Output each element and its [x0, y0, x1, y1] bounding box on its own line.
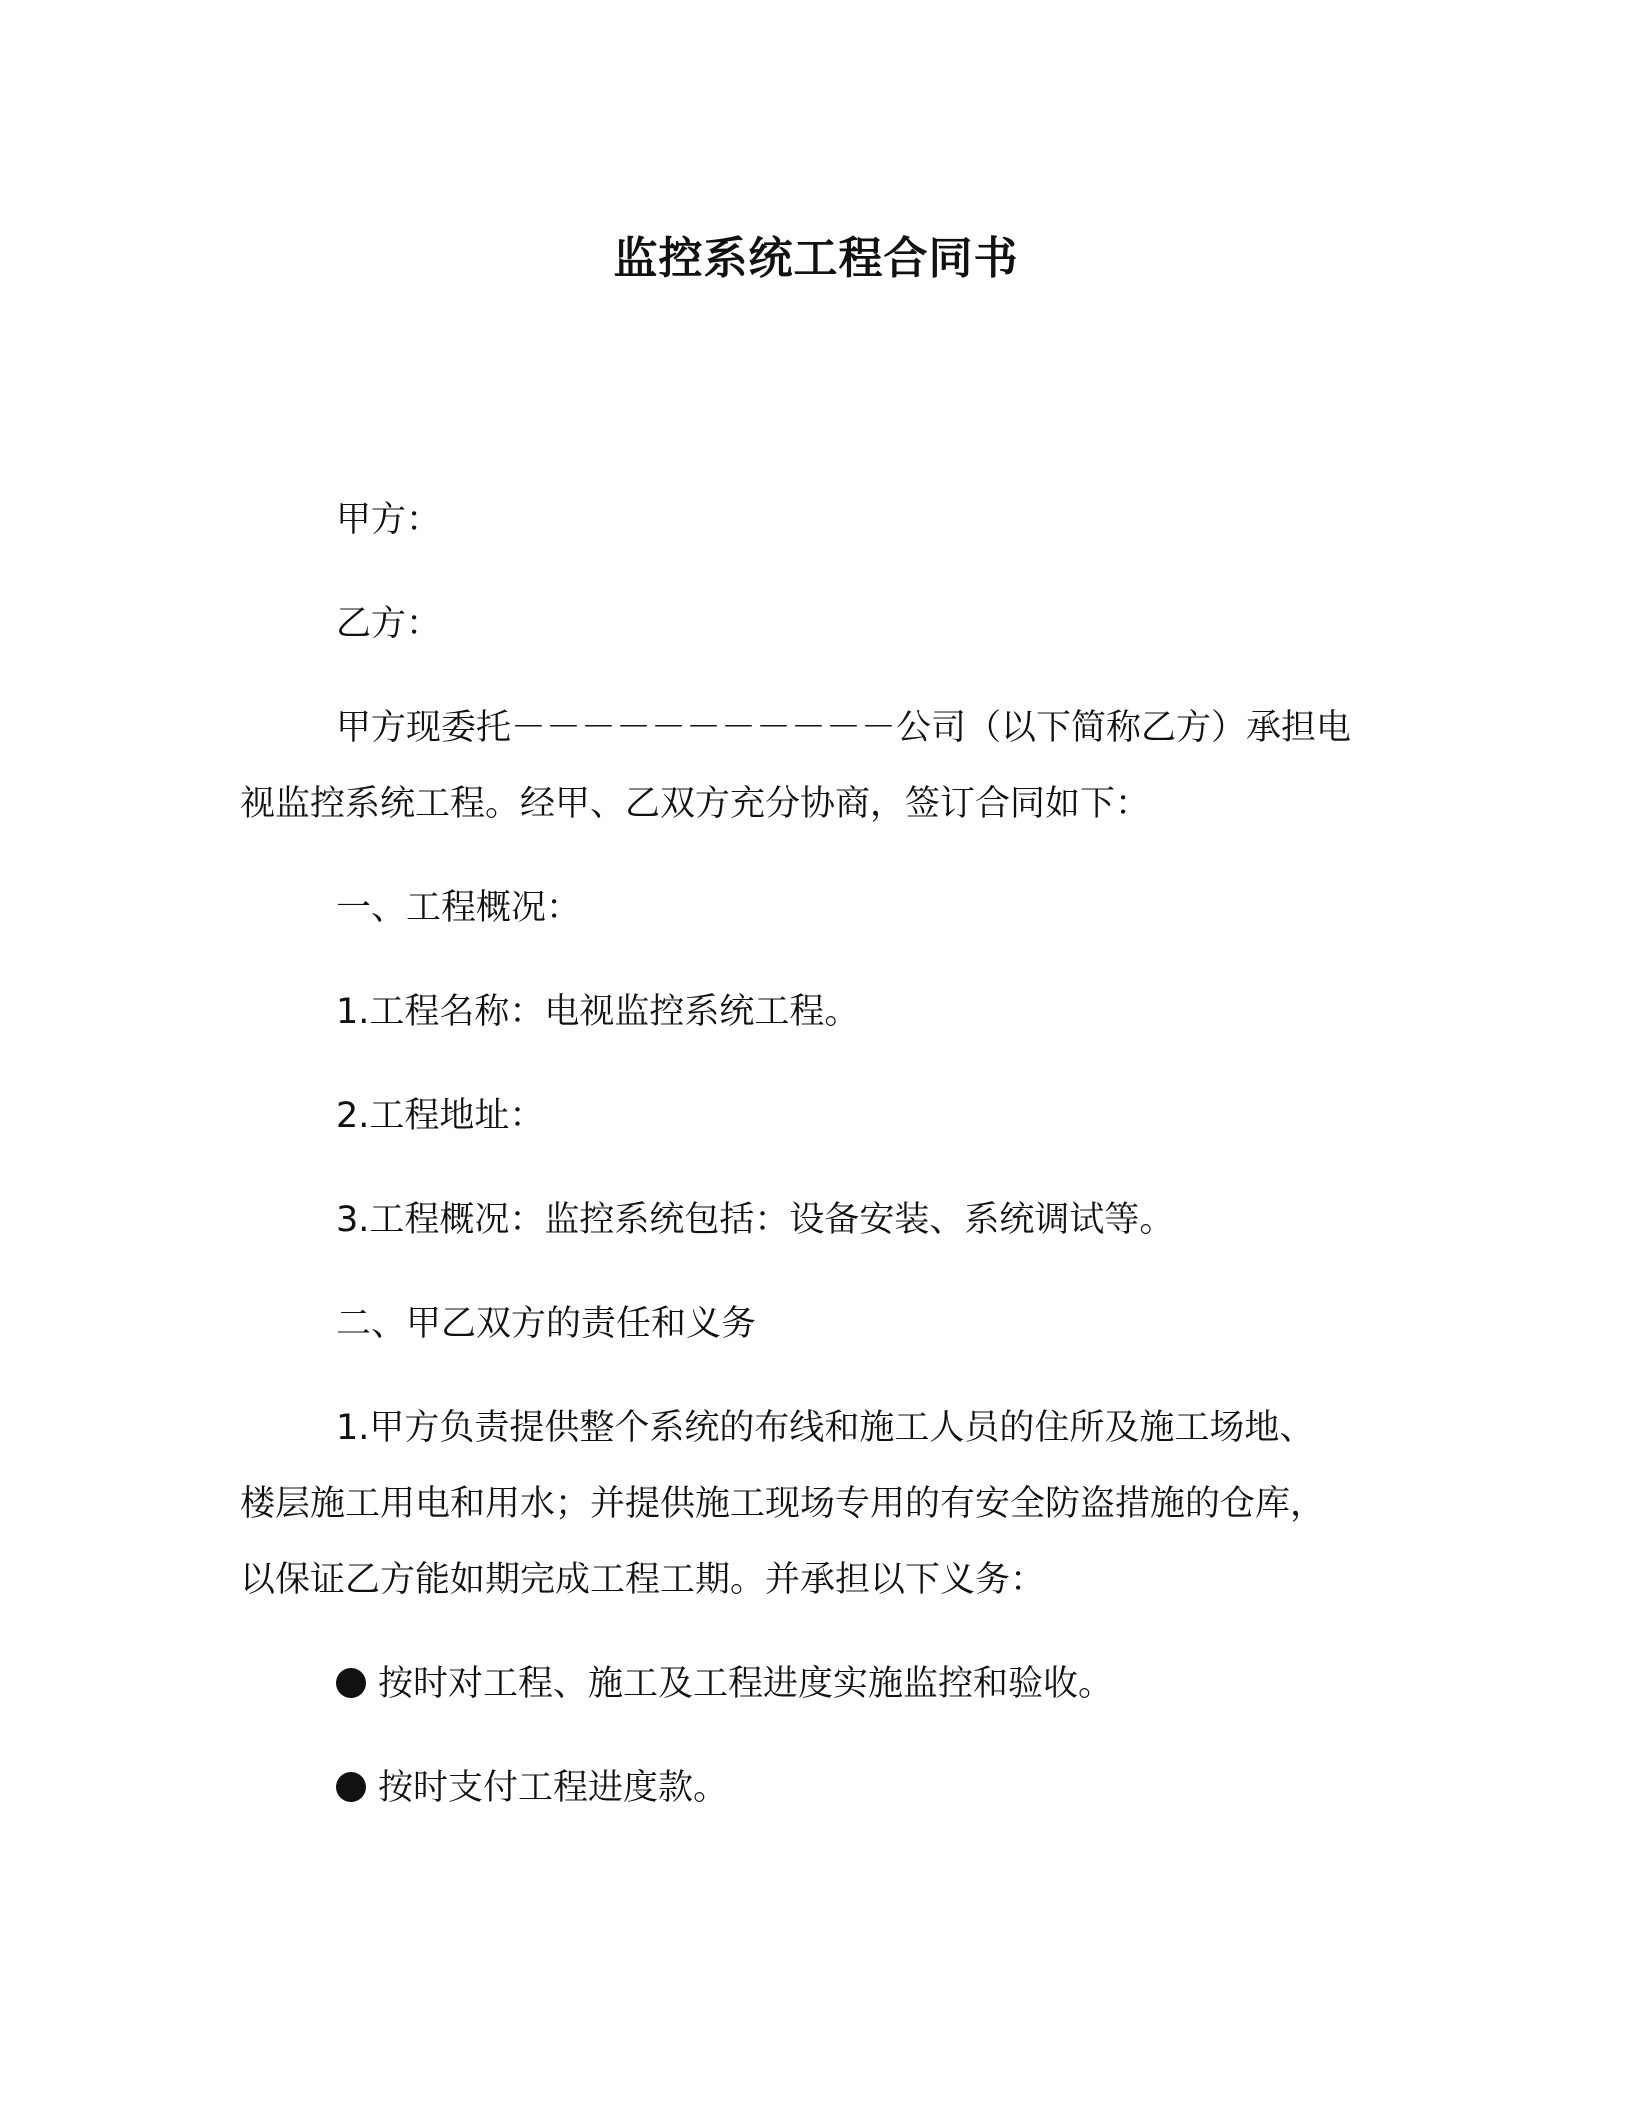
section-2-heading: 二、甲乙双方的责任和义务 [336, 1304, 757, 1344]
party-a-label: 甲方： [336, 500, 442, 540]
bullet-dot-icon [336, 1668, 366, 1698]
duty-paragraph-line-2: 楼层施工用电和用水；并提供施工现场专用的有安全防盗措施的仓库， [240, 1484, 1326, 1524]
bullet-text: 按时对工程、施工及工程进度实施监控和验收。 [378, 1664, 1114, 1704]
duty-paragraph-line-1: 1.甲方负责提供整个系统的布线和施工人员的住所及施工场地、 [336, 1408, 1315, 1448]
section-1-heading: 一、工程概况： [336, 888, 582, 928]
party-b-label: 乙方： [336, 604, 442, 644]
project-address-item: 2.工程地址： [336, 1096, 545, 1136]
duty-paragraph-line-3: 以保证乙方能如期完成工程工期。并承担以下义务： [240, 1560, 1046, 1600]
intro-paragraph-line-2: 视监控系统工程。经甲、乙双方充分协商，签订合同如下： [240, 784, 1151, 824]
bullet-item [336, 1660, 1113, 1708]
bullet-item [336, 1764, 728, 1812]
project-name-item: 1.工程名称：电视监控系统工程。 [336, 992, 860, 1032]
intro-paragraph-line-1: 甲方现委托－－－－－－－－－－－公司（以下简称乙方）承担电 [336, 708, 1352, 748]
bullet-dot-icon [336, 1772, 366, 1802]
project-overview-item: 3.工程概况：监控系统包括：设备安装、系统调试等。 [336, 1200, 1175, 1240]
document-title: 监控系统工程合同书 [613, 233, 1019, 284]
bullet-text: 按时支付工程进度款。 [378, 1768, 729, 1808]
